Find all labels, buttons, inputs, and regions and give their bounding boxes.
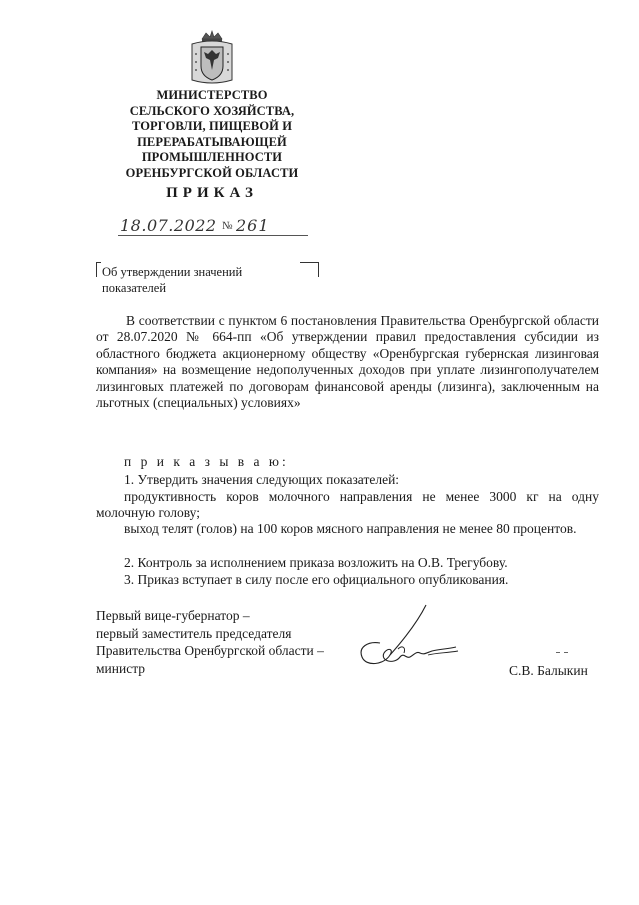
subject-bracket-right bbox=[300, 262, 319, 277]
number-sign: № bbox=[222, 220, 233, 232]
order-item-1: 1. Утвердить значения следующих показателей: bbox=[124, 472, 400, 487]
ministry-line: ПЕРЕРАБАТЫВАЮЩЕЙ bbox=[137, 134, 287, 149]
document-subject: Об утверждении значений показателей bbox=[102, 265, 243, 295]
signer-title-line: Правительства Оренбургской области – bbox=[96, 643, 324, 658]
coat-of-arms-icon bbox=[188, 30, 236, 86]
preamble-paragraph: В соответствии с пунктом 6 постановления Правительства Оренбургской области от 28.07.2020 № 664-пп «Об утверждении правил предоставления субсидии из областного бюджета акционерному обществу «Оренбургская губернская лизинговая компания» на возмещение недополученных доходов при уплате лизингополучателем лизинговых платежей по договорам финансовой аренды (лизинга), заключенным на льготных (специальных) условиях» bbox=[96, 313, 599, 411]
document-number: 261 bbox=[236, 216, 270, 235]
signer-title bbox=[96, 607, 324, 677]
ministry-line: МИНИСТЕРСТВО bbox=[156, 88, 268, 102]
signer-name: С.В. Балыкин bbox=[509, 663, 588, 678]
ministry-line: СЕЛЬСКОГО ХОЗЯЙСТВА, bbox=[129, 103, 295, 118]
indicator-milk-productivity: продуктивность коров молочного направления не менее 3000 кг на одну молочную голову; bbox=[96, 489, 599, 521]
ministry-line: ОРЕНБУРГСКОЙ ОБЛАСТИ bbox=[125, 165, 299, 180]
ministry-line: ПРОМЫШЛЕННОСТИ bbox=[141, 150, 283, 165]
subject-bracket-left bbox=[96, 262, 101, 277]
indicator-calf-yield: выход телят (голов) на 100 коров мясного направления не менее 80 процентов. bbox=[124, 521, 577, 536]
document-type: ПРИКАЗ bbox=[166, 185, 258, 201]
order-word: п р и к а з ы в а ю: bbox=[124, 454, 289, 469]
ministry-line: ТОРГОВЛИ, ПИЩЕВОЙ И bbox=[131, 119, 293, 134]
date-underline bbox=[118, 235, 308, 236]
stray-mark bbox=[556, 641, 570, 644]
document-date: 18.07.2022 bbox=[120, 216, 217, 235]
ministry-name bbox=[82, 88, 342, 182]
signer-title-line: первый заместитель председателя bbox=[96, 625, 292, 641]
signer-title-line: министр bbox=[96, 660, 146, 676]
signer-title-line: Первый вице-губернатор – bbox=[96, 608, 250, 623]
order-item-2: 2. Контроль за исполнением приказа возложить на О.В. Трегубову. bbox=[124, 555, 508, 570]
date-number-line bbox=[118, 214, 308, 240]
order-item-3: 3. Приказ вступает в силу после его официального опубликования. bbox=[124, 572, 509, 587]
handwritten-signature-icon bbox=[340, 603, 465, 681]
